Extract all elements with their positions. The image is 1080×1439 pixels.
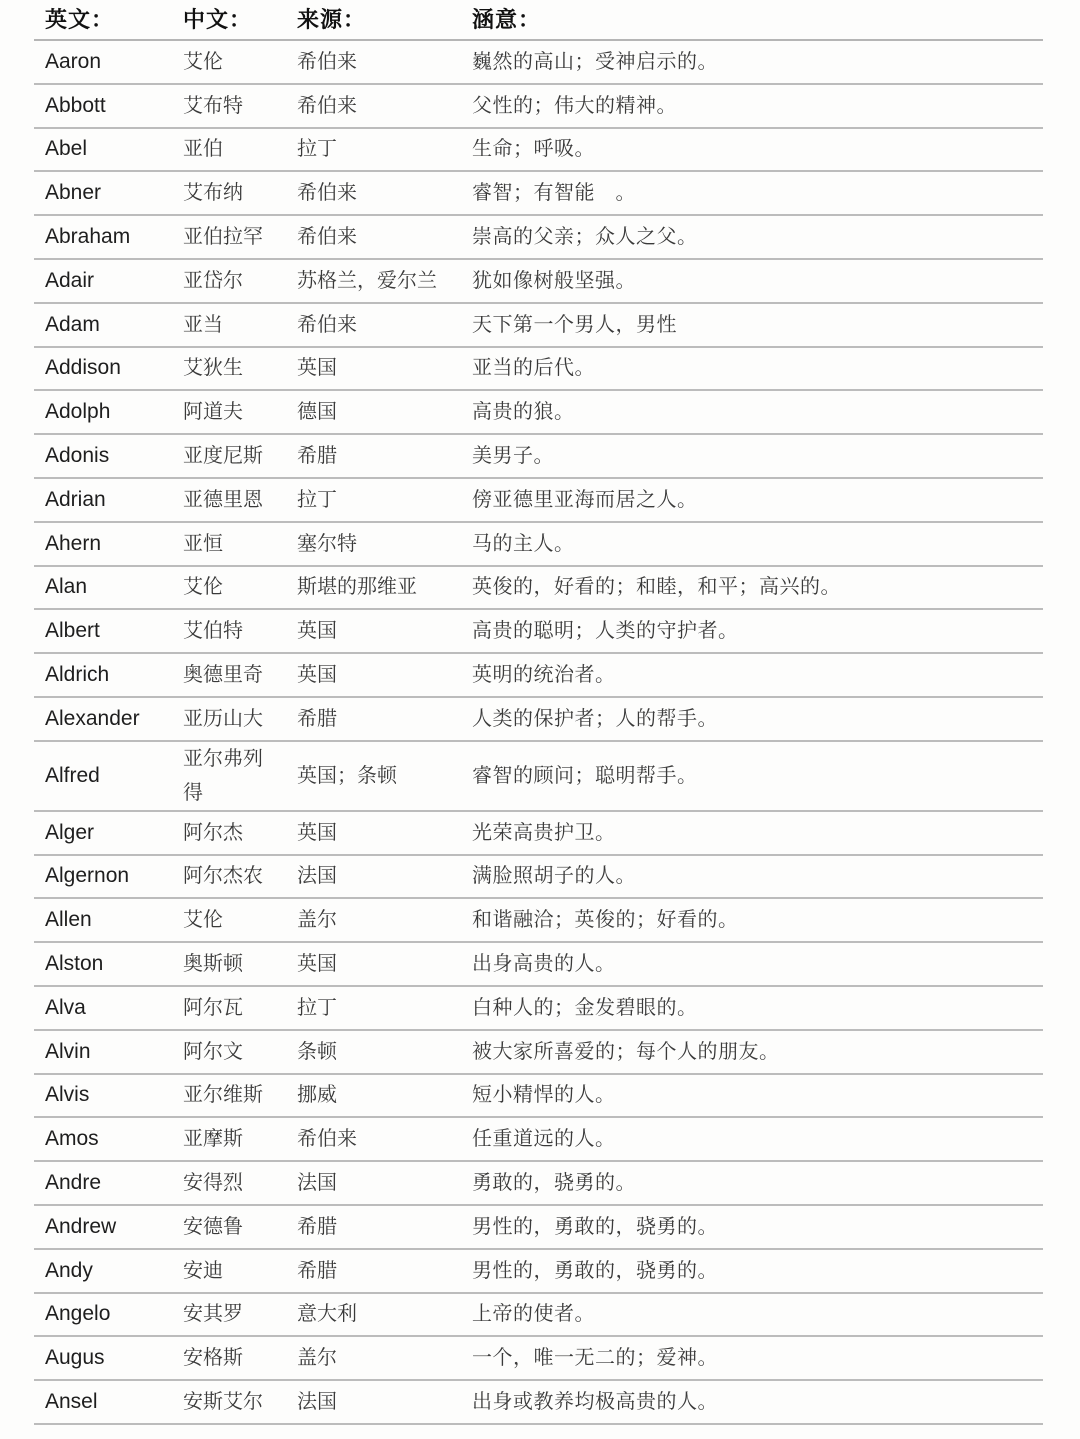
cell-english-name: Abel [34,128,172,172]
cell-meaning: 出身高贵的人。 [461,942,1043,986]
cell-origin: 希腊 [286,697,461,741]
table-row [34,566,1043,610]
table-row [34,1161,1043,1205]
cell-english-name: Abbott [34,84,172,128]
cell-chinese-name: 亚度尼斯 [172,434,286,478]
cell-chinese-name: 奥德里奇 [172,653,286,697]
cell-meaning: 人类的保护者；人的帮手。 [461,697,1043,741]
cell-meaning: 任重道远的人。 [461,1117,1043,1161]
cell-origin: 德国 [286,390,461,434]
cell-origin: 希腊 [286,434,461,478]
cell-chinese-name: 艾伯特 [172,609,286,653]
cell-chinese-name: 亚尔弗列得 [172,741,286,811]
table-row [34,855,1043,899]
english-names-table [34,0,1043,1425]
cell-meaning: 天下第一个男人，男性 [461,303,1043,347]
table-row [34,215,1043,259]
cell-english-name: Albert [34,609,172,653]
cell-english-name: Alger [34,811,172,855]
column-header-meaning: 涵意： [461,0,1043,40]
cell-origin: 希伯来 [286,215,461,259]
column-header-chinese: 中文： [172,0,286,40]
cell-english-name: Alston [34,942,172,986]
table-body [34,40,1043,1424]
cell-chinese-name: 阿尔瓦 [172,986,286,1030]
table-row [34,741,1043,811]
cell-origin: 条顿 [286,1030,461,1074]
table-row [34,609,1043,653]
cell-meaning: 高贵的狼。 [461,390,1043,434]
cell-origin: 法国 [286,1161,461,1205]
cell-english-name: Augus [34,1336,172,1380]
cell-chinese-name: 安其罗 [172,1293,286,1337]
cell-chinese-name: 艾伦 [172,898,286,942]
cell-english-name: Addison [34,347,172,391]
cell-meaning: 犹如像树般坚强。 [461,259,1043,303]
cell-origin: 盖尔 [286,1336,461,1380]
cell-english-name: Alexander [34,697,172,741]
cell-meaning: 英俊的，好看的；和睦，和平；高兴的。 [461,566,1043,610]
cell-english-name: Alva [34,986,172,1030]
cell-english-name: Ahern [34,522,172,566]
cell-origin: 希伯来 [286,40,461,84]
table-row [34,434,1043,478]
cell-english-name: Alvin [34,1030,172,1074]
cell-english-name: Ansel [34,1380,172,1424]
table-row [34,898,1043,942]
table-row [34,1030,1043,1074]
cell-english-name: Adonis [34,434,172,478]
table-row [34,522,1043,566]
cell-english-name: Amos [34,1117,172,1161]
cell-chinese-name: 安得烈 [172,1161,286,1205]
cell-meaning: 马的主人。 [461,522,1043,566]
cell-origin: 意大利 [286,1293,461,1337]
table-row [34,1293,1043,1337]
cell-chinese-name: 艾伦 [172,40,286,84]
cell-chinese-name: 亚德里恩 [172,478,286,522]
cell-origin: 苏格兰，爱尔兰 [286,259,461,303]
cell-meaning: 短小精悍的人。 [461,1074,1043,1118]
cell-meaning: 出身或教养均极高贵的人。 [461,1380,1043,1424]
column-header-english: 英文： [34,0,172,40]
table-row [34,84,1043,128]
cell-english-name: Andre [34,1161,172,1205]
cell-meaning: 睿智的顾问；聪明帮手。 [461,741,1043,811]
cell-chinese-name: 亚尔维斯 [172,1074,286,1118]
cell-meaning: 美男子。 [461,434,1043,478]
cell-origin: 拉丁 [286,986,461,1030]
table-row [34,478,1043,522]
table-row [34,1117,1043,1161]
cell-english-name: Adolph [34,390,172,434]
cell-english-name: Alvis [34,1074,172,1118]
table-row [34,697,1043,741]
table-row [34,1205,1043,1249]
cell-english-name: Andrew [34,1205,172,1249]
cell-meaning: 崇高的父亲；众人之父。 [461,215,1043,259]
table-row [34,303,1043,347]
cell-chinese-name: 亚伯 [172,128,286,172]
cell-chinese-name: 亚历山大 [172,697,286,741]
cell-origin: 希腊 [286,1205,461,1249]
cell-meaning: 傍亚德里亚海而居之人。 [461,478,1043,522]
cell-origin: 希伯来 [286,1117,461,1161]
table-row [34,259,1043,303]
cell-origin: 英国；条顿 [286,741,461,811]
column-header-origin: 来源： [286,0,461,40]
cell-english-name: Adrian [34,478,172,522]
table-header [34,0,1043,40]
cell-chinese-name: 亚摩斯 [172,1117,286,1161]
cell-origin: 盖尔 [286,898,461,942]
cell-english-name: Aaron [34,40,172,84]
table-row [34,1249,1043,1293]
cell-meaning: 父性的；伟大的精神。 [461,84,1043,128]
cell-english-name: Abraham [34,215,172,259]
cell-meaning: 上帝的使者。 [461,1293,1043,1337]
cell-meaning: 男性的，勇敢的，骁勇的。 [461,1249,1043,1293]
cell-origin: 拉丁 [286,128,461,172]
cell-chinese-name: 安德鲁 [172,1205,286,1249]
cell-english-name: Abner [34,171,172,215]
cell-chinese-name: 亚岱尔 [172,259,286,303]
cell-origin: 英国 [286,653,461,697]
cell-chinese-name: 阿尔杰 [172,811,286,855]
cell-origin: 法国 [286,855,461,899]
cell-origin: 斯堪的那维亚 [286,566,461,610]
cell-english-name: Alan [34,566,172,610]
cell-chinese-name: 阿尔杰农 [172,855,286,899]
cell-english-name: Angelo [34,1293,172,1337]
table-row [34,811,1043,855]
cell-meaning: 高贵的聪明；人类的守护者。 [461,609,1043,653]
cell-english-name: Allen [34,898,172,942]
cell-english-name: Algernon [34,855,172,899]
cell-chinese-name: 安格斯 [172,1336,286,1380]
cell-meaning: 白种人的；金发碧眼的。 [461,986,1043,1030]
cell-chinese-name: 奥斯顿 [172,942,286,986]
cell-english-name: Alfred [34,741,172,811]
cell-meaning: 和谐融洽；英俊的；好看的。 [461,898,1043,942]
cell-origin: 英国 [286,811,461,855]
cell-meaning: 一个，唯一无二的；爱神。 [461,1336,1043,1380]
table-row [34,1380,1043,1424]
cell-meaning: 被大家所喜爱的；每个人的朋友。 [461,1030,1043,1074]
cell-origin: 法国 [286,1380,461,1424]
cell-origin: 希伯来 [286,84,461,128]
cell-meaning: 英明的统治者。 [461,653,1043,697]
cell-chinese-name: 艾布特 [172,84,286,128]
cell-chinese-name: 亚当 [172,303,286,347]
cell-english-name: Andy [34,1249,172,1293]
cell-chinese-name: 安迪 [172,1249,286,1293]
cell-origin: 希腊 [286,1249,461,1293]
cell-chinese-name: 阿道夫 [172,390,286,434]
cell-chinese-name: 亚伯拉罕 [172,215,286,259]
cell-english-name: Adair [34,259,172,303]
table-row [34,1336,1043,1380]
cell-meaning: 满脸照胡子的人。 [461,855,1043,899]
cell-chinese-name: 艾布纳 [172,171,286,215]
cell-english-name: Adam [34,303,172,347]
table-row [34,942,1043,986]
cell-origin: 英国 [286,942,461,986]
cell-chinese-name: 阿尔文 [172,1030,286,1074]
cell-meaning: 光荣高贵护卫。 [461,811,1043,855]
header-row [34,0,1043,40]
table-row [34,390,1043,434]
table-row [34,128,1043,172]
cell-origin: 塞尔特 [286,522,461,566]
cell-chinese-name: 安斯艾尔 [172,1380,286,1424]
table-row [34,653,1043,697]
cell-origin: 拉丁 [286,478,461,522]
cell-meaning: 巍然的高山；受神启示的。 [461,40,1043,84]
cell-meaning: 勇敢的，骁勇的。 [461,1161,1043,1205]
table-row [34,171,1043,215]
cell-origin: 希伯来 [286,303,461,347]
cell-meaning: 生命；呼吸。 [461,128,1043,172]
cell-origin: 英国 [286,347,461,391]
cell-chinese-name: 亚恒 [172,522,286,566]
table-row [34,1074,1043,1118]
cell-origin: 希伯来 [286,171,461,215]
cell-meaning: 男性的，勇敢的，骁勇的。 [461,1205,1043,1249]
cell-meaning: 睿智；有智能 。 [461,171,1043,215]
cell-english-name: Aldrich [34,653,172,697]
cell-origin: 挪威 [286,1074,461,1118]
cell-origin: 英国 [286,609,461,653]
cell-chinese-name: 艾伦 [172,566,286,610]
table-row [34,986,1043,1030]
cell-chinese-name: 艾狄生 [172,347,286,391]
cell-meaning: 亚当的后代。 [461,347,1043,391]
table-row [34,40,1043,84]
table-row [34,347,1043,391]
